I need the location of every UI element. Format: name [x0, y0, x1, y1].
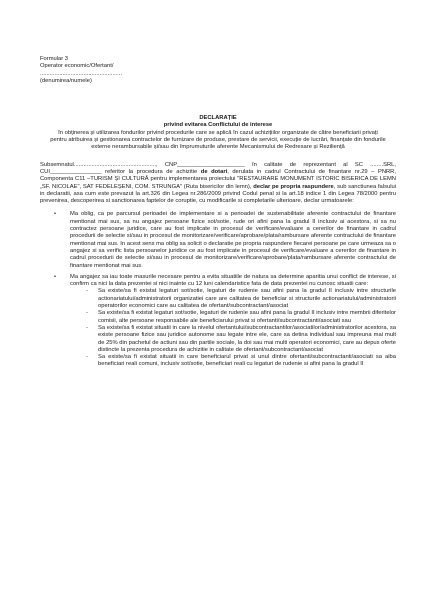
declaration-text-2: , derulata in cadrul Contractului de finantare nr.29 – PNRR, Componenta C11 –TURISM ȘI CULTURĂ pentru implementarea proiectului "RESTAURARE MONUMENT ISTORIC BISERICA DE LEMN „SF. NICOLAE", SAT FEDELEȘENI, COM. STRUNGA" (Ruta bisericilor din lemn),	[40, 168, 396, 190]
bullet-item-text: Ma angajez sa iau toate masurile necesare pentru a evita situatiile de natura sa determine aparitia unui conflict de interese, si confirm ca nici la data prezentei si nici inainte cu 12 luni calendaristice fata de data prezentei nu cunosc situatii care:	[70, 273, 396, 288]
document-title: DECLARAȚIE	[199, 115, 237, 122]
bullet-item: • Ma oblig, ca pe parcursul perioadei de implementare si a perioadei de sustenabilitate aferente contractului de finantare mentionat mai sus, sa nu angajez persoane fizice sot/sotie, rude ori afini pana la gradul II inclusiv ai acestora, si sa nu contractez persoane juridice, care au fost implicate in procesul de verificare/evaluare a cererilor de finantare in cadrul procedurii de selectie si/sau in procesul de monitorizare/verificare/aprobare/plata/rambursare aferente contractului de finantare mentionat mai sus. In acest sens ma oblig sa solicit o declaratie pe propria raspundere fiecarei persoane pe care urmeaza sa o angajez si sa verific lista persoanelor juridice ce au fost implicate in procesul de verificare/evaluare a cererilor de finantare in cadrul procedurii de selectie si/sau in procesul de monitorizare/verificare/aprobare/plata/rambursare aferente contractului de finantare mentionat mai sus.	[70, 211, 396, 269]
document-header	[40, 56, 396, 85]
operator-label: Operator economic/Ofertant/	[40, 63, 114, 70]
declaration-bold-1: de dotari	[200, 168, 228, 175]
document-intro: în obținerea și utilizarea fondurilor privind procedurile care se aplică în cazul achizițiilor organizate de către beneficiarii privați pentru atribuirea și gestionarea contractelor de furnizare de produse, prestare de servicii, execuție de lucrări, finanțate din fondurile externe nerambursabile și/sau din împrumuturile aferente Mecanismului de Redresare și Reziliență	[50, 129, 386, 151]
declaration-text-1: Subsemnatul..................................................., CNP_____________________ în calitate de reprezentant al SC ........SRL, CUI________________ referitor la procedura de achizitie	[40, 161, 396, 175]
operator-name-label: (denumirea/numele)	[40, 77, 92, 84]
bullet-item	[70, 274, 396, 369]
declaration-text-3: , sub sanctiunea falsului in declaratii, asa cum este prevazut la art.326 din Legea nr.286/2009 privind Codul penal si la art.18 indice 1 din Legea 78/2000 pentru prevenirea, descoperirea si sanctionarea faptelor de coruptie, cu modificarile si completarile ulterioare, declar urmatoarele:	[40, 183, 396, 205]
declaration-bold-2: declar pe propria raspundere	[253, 183, 334, 190]
sub-item: - Sa existe/sa fi existat situatii in care la nivelul ofertantului/subcontractantilor/asociatilor/administratorilor acestora, sa existe persoane fizice sau juridice autonome sau legate intre ele, care sa detina individual sau impreuna mai mult de 25% din pachetul de actiuni sau din partile sociale, la doi sau mai multi operatori economici, care au depus oferte distincte la prezenta procedura de achizitie in calitate de ofertant/subcontractant/asociat	[98, 325, 396, 354]
operator-dotted-line: ...................................................	[40, 70, 123, 77]
sub-item-list	[70, 288, 396, 368]
sub-item: - Sa existe/sa fi existat situatii in care beneficiarul privat si unul dintre ofertanti/subcontractanti/asociati sa aiba beneficiari reali comuni, inclusiv sot/sotie, beneficiari reali cu legaturi de rudenie si afini pana la gradul II	[98, 354, 396, 369]
form-number: Formular 3	[40, 56, 69, 62]
document-subtitle: privind evitarea Conflictului de interese	[163, 122, 273, 129]
sub-item: - Sa existe/sa fi existat legaturi sot/sotie, legaturi de rudenie sau afini pana la gradul II inclusiv intre membrii diferitelor comisii, alte persoane responsabile ale beneficiarului privat si ofertanti/subcontractanti/asociati sau	[98, 310, 396, 325]
bullet-list	[40, 211, 396, 368]
declaration-paragraph	[40, 162, 396, 206]
sub-item: - Sa existe/sa fi existat legaturi sot/sotie, legaturi de rudenie sau afini pana la gradul II inclusiv intre structurile actionariatului/administratorii organizatiei care are calitatea de beneficiar si structurile actionariatului/administratorii operatorilor economici care au calitatea de ofertant/subcontractant/asociat	[98, 288, 396, 310]
